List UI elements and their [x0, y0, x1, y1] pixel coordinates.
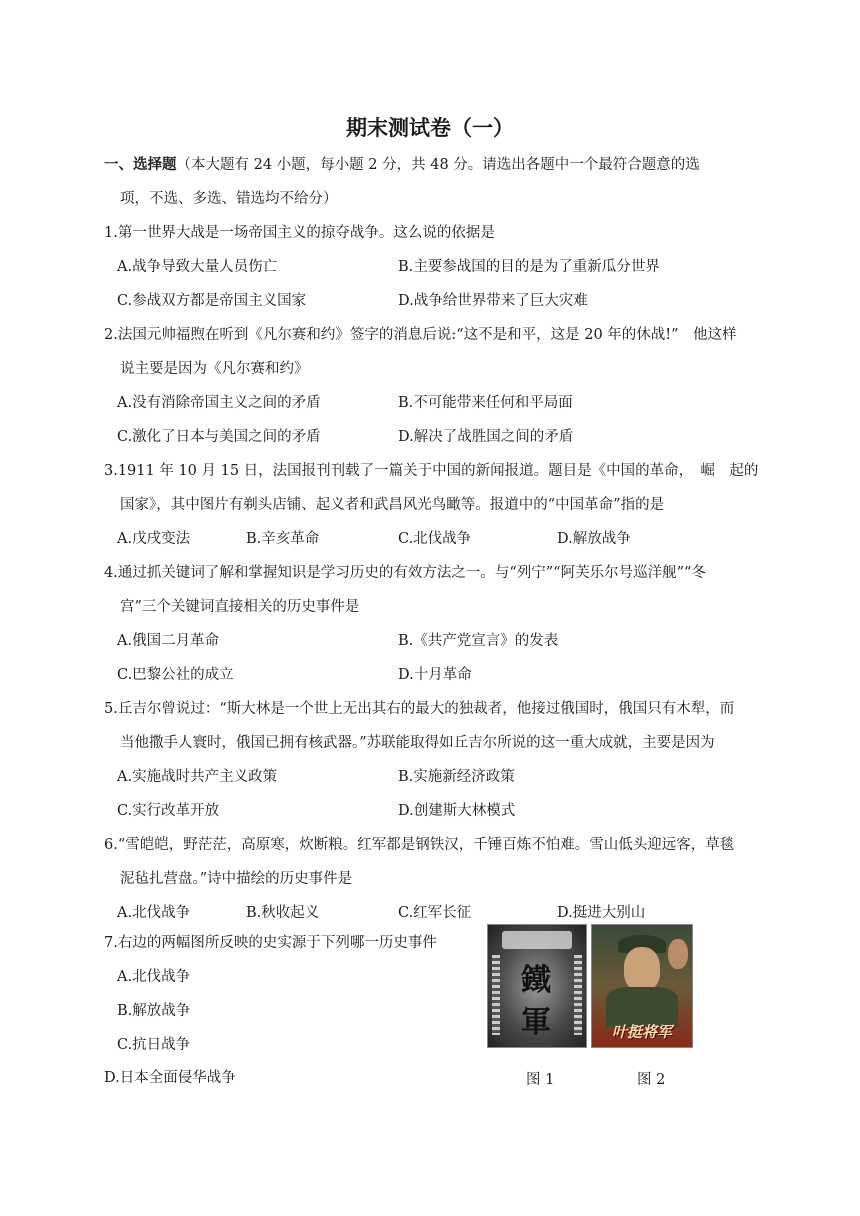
figure-1-caption: 图 1: [526, 1072, 555, 1088]
section-heading: 一、选择题: [104, 157, 177, 173]
question-4-option-d[interactable]: D.十月革命: [398, 667, 472, 683]
question-1-option-c[interactable]: C.参战双方都是帝国主义国家: [117, 293, 307, 309]
question-1-option-b[interactable]: B.主要参战国的目的是为了重新瓜分世界: [398, 259, 660, 275]
question-2-option-a[interactable]: A.没有消除帝国主义之间的矛盾: [117, 395, 321, 411]
question-6-option-c[interactable]: C.红军长征: [398, 905, 472, 921]
section-note-line1: （本大题有 24 小题，每小题 2 分，共 48 分。请选出各题中一个最符合题意的选: [176, 157, 700, 173]
question-6-option-d[interactable]: D.挺进大别山: [557, 905, 646, 921]
question-7-option-b[interactable]: B.解放战争: [117, 1003, 191, 1019]
question-1-option-d[interactable]: D.战争给世界带来了巨大灾难: [398, 293, 588, 309]
poster-general-face: [624, 947, 660, 991]
question-5-stem-line1: 5.丘吉尔曾说过：“斯大林是一个世上无出其右的最大的独裁者，他接过俄国时，俄国只有木犁，而: [104, 701, 735, 717]
figure-1-iron-army-banner: [487, 924, 587, 1048]
question-5-option-c[interactable]: C.实行改革开放: [117, 803, 220, 819]
section-intro: [104, 155, 700, 175]
question-5-option-b[interactable]: B.实施新经济政策: [398, 769, 515, 785]
question-3-option-a[interactable]: A.戊戌变法: [117, 531, 191, 547]
banner-right-inscription: [574, 955, 582, 1035]
banner-glyph-1: 鐵: [521, 963, 551, 998]
question-6-stem-line2: 泥毡扎营盘。”诗中描绘的历史事件是: [120, 871, 353, 887]
question-6-option-a[interactable]: A.北伐战争: [117, 905, 191, 921]
question-4-stem-line1: 4.通过抓关键词了解和掌握知识是学习历史的有效方法之一。与“列宁”“阿芙乐尔号巡洋舰”“冬: [104, 565, 706, 581]
question-4-option-c[interactable]: C.巴黎公社的成立: [117, 667, 234, 683]
question-3-option-b[interactable]: B.辛亥革命: [246, 531, 320, 547]
question-3-option-c[interactable]: C.北伐战争: [398, 531, 472, 547]
question-5-option-a[interactable]: A.实施战时共产主义政策: [117, 769, 278, 785]
question-6-option-b[interactable]: B.秋收起义: [246, 905, 320, 921]
question-2-option-d[interactable]: D.解决了战胜国之间的矛盾: [398, 429, 574, 445]
question-7-option-c[interactable]: C.抗日战争: [117, 1037, 191, 1053]
question-3-stem-line1: 3.1911 年 10 月 15 日，法国报刊刊载了一篇关于中国的新闻报道。题目是《中国的革命， 崛 起的: [104, 463, 759, 479]
question-1-option-a[interactable]: A.战争导致大量人员伤亡: [117, 259, 278, 275]
question-2-stem-line1: 2.法国元帅福煦在听到《凡尔赛和约》签字的消息后说:“这不是和平，这是 20 年的休战!” 他这样: [104, 327, 737, 343]
poster-background-figure: [668, 939, 688, 969]
page-title: 期末测试卷（一）: [346, 116, 514, 140]
question-4-option-b[interactable]: B.《共产党宣言》的发表: [398, 633, 559, 649]
banner-glyph-2: 軍: [521, 1005, 551, 1040]
question-4-option-a[interactable]: A.俄国二月革命: [117, 633, 220, 649]
question-3-option-d[interactable]: D.解放战争: [557, 531, 631, 547]
question-7-option-d[interactable]: D.日本全面侵华战争: [104, 1070, 236, 1086]
banner-emblem: [502, 931, 572, 949]
section-note-line2: 项，不选、多选、错选均不给分）: [120, 191, 338, 207]
question-7-option-a[interactable]: A.北伐战争: [117, 969, 191, 985]
question-2-option-c[interactable]: C.激化了日本与美国之间的矛盾: [117, 429, 321, 445]
question-1-stem: 1.第一世界大战是一场帝国主义的掠夺战争。这么说的依据是: [104, 225, 495, 241]
question-3-stem-line2: 国家》，其中图片有剃头店铺、起义者和武昌风光鸟瞰等。报道中的“中国革命”指的是: [120, 497, 665, 513]
question-7-stem: 7.右边的两幅图所反映的史实源于下列哪一历史事件: [104, 935, 437, 951]
banner-left-inscription: [492, 955, 500, 1035]
question-5-option-d[interactable]: D.创建斯大林模式: [398, 803, 516, 819]
question-2-stem-line2: 说主要是因为《凡尔赛和约》: [120, 361, 309, 377]
question-4-stem-line2: 宫”三个关键词直接相关的历史事件是: [120, 599, 360, 615]
question-2-option-b[interactable]: B.不可能带来任何和平局面: [398, 395, 573, 411]
question-6-stem-line1: 6.“雪皑皑，野茫茫，高原寒，炊断粮。红军都是钢铁汉，千锤百炼不怕难。雪山低头迎远客，草毯: [104, 837, 735, 853]
question-5-stem-line2: 当他撒手人寰时，俄国已拥有核武器。”苏联能取得如丘吉尔所说的这一重大成就，主要是因为: [120, 735, 715, 751]
poster-title: 叶挺将军: [611, 1023, 672, 1041]
figure-2-caption: 图 2: [637, 1072, 666, 1088]
figure-2-movie-poster: [591, 924, 693, 1048]
